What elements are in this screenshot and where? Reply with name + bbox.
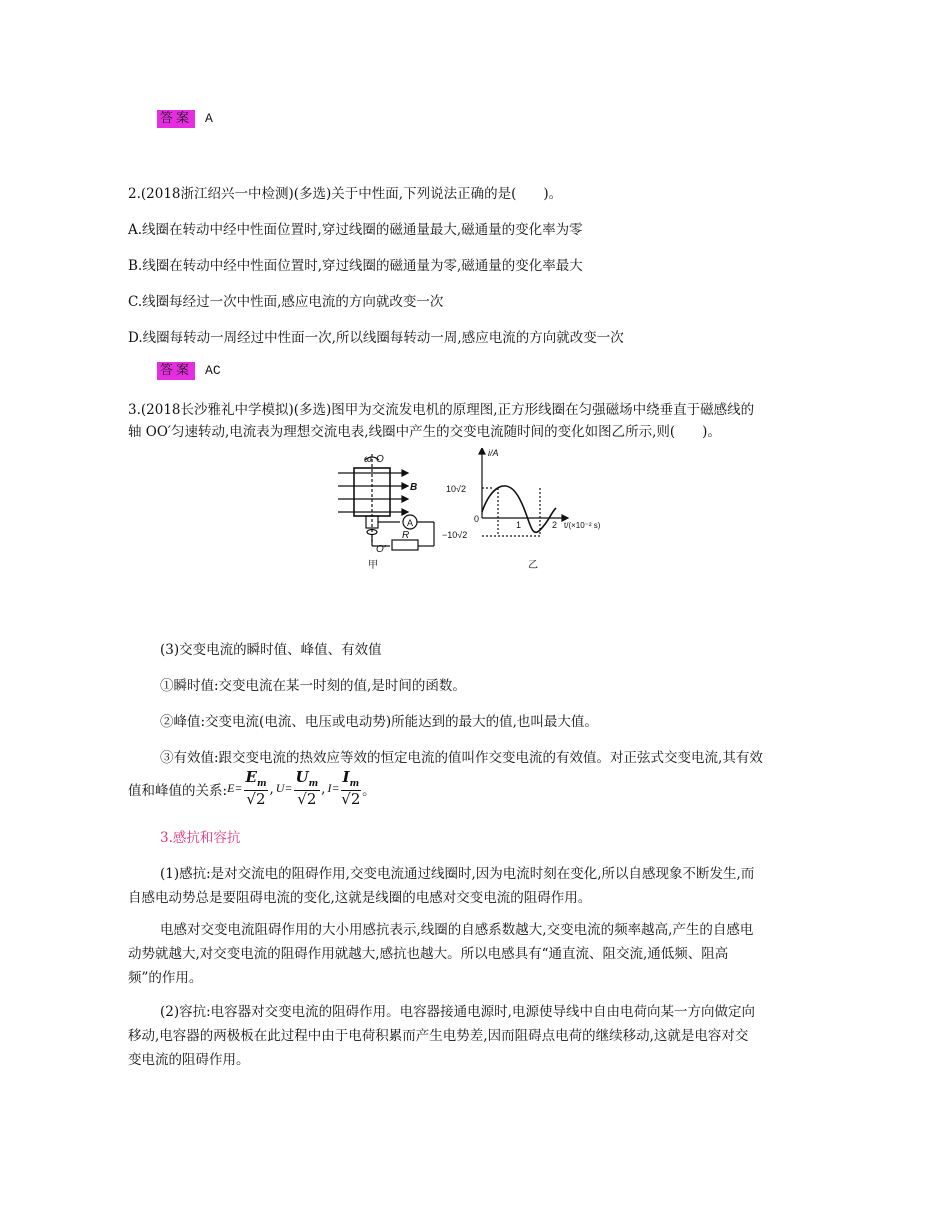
answer-badge: 答案	[157, 110, 195, 128]
x-tick-2: 2	[552, 520, 558, 530]
origin-label: 0	[474, 514, 480, 524]
x-tick-1: 1	[516, 520, 522, 530]
formula-i-fraction	[341, 770, 362, 807]
period: 。	[362, 782, 376, 799]
formula-u-fraction	[294, 770, 321, 807]
u-numerator: U	[295, 768, 309, 786]
inductance-paragraph-line-3: 频”的作用。	[128, 970, 203, 986]
effective-value-line-1: ③有效值:跟交变电流的热效应等效的恒定电流的值叫作交变电流的有效值。对正弦式交变电流,其有效	[160, 750, 763, 766]
inductance-capacitance-heading: 3.感抗和容抗	[160, 830, 241, 846]
generator-diagram	[338, 454, 434, 550]
formula-e-label: E=	[227, 781, 243, 795]
question-3-line-2: 轴 OO′匀速转动,电流表为理想交流电表,线圈中产生的交变电流随时间的变化如图乙所示,则( )。	[128, 424, 721, 440]
omega-label: ω	[364, 454, 372, 465]
answer-value: A	[205, 111, 213, 126]
formula-u-label: U=	[275, 781, 293, 795]
capacitive-reactance-line-2: 移动,电容器的两极板在此过程中由于电荷积累而产生电势差,因而阻碍点电荷的继续移动,这就是电容对交	[128, 1028, 749, 1044]
o-prime-label: O′	[376, 544, 386, 555]
i-subscript: m	[349, 779, 360, 789]
u-denominator: √2	[297, 790, 317, 808]
capacitive-reactance-line-3: 变电流的阻碍作用。	[128, 1052, 250, 1068]
section-3-heading: (3)交变电流的瞬时值、峰值、有效值	[160, 642, 382, 658]
u-subscript: m	[308, 779, 319, 789]
comma: ,	[321, 780, 326, 797]
question-2-option-b: B.线圈在转动中经中性面位置时,穿过线圈的磁通量为零,磁通量的变化率最大	[128, 258, 583, 274]
peak-value-text: ②峰值:交变电流(电流、电压或电动势)所能达到的最大的值,也叫最大值。	[160, 714, 598, 730]
formula-e-fraction	[244, 770, 269, 807]
inductive-reactance-line-2: 自感电动势总是要阻碍电流的变化,这就是线圈的电感对交变电流的阻碍作用。	[128, 890, 592, 906]
comma: ,	[269, 780, 274, 797]
instantaneous-value-text: ①瞬时值:交变电流在某一时刻的值,是时间的函数。	[160, 678, 466, 694]
inductance-paragraph-line-2: 动势就越大,对交变电流的阻碍作用就越大,感抗也越大。所以电感具有“通直流、阻交流,通低频、阻高	[128, 946, 729, 962]
answer-row-1	[157, 110, 213, 128]
i-denominator: √2	[341, 790, 361, 808]
y-min-label: −10√2	[442, 530, 468, 540]
question-2-option-a: A.线圈在转动中经中性面位置时,穿过线圈的磁通量最大,磁通量的变化率为零	[128, 222, 583, 238]
resistor-label: R	[402, 530, 410, 541]
question-3-line-1: 3.(2018长沙雅礼中学模拟)(多选)图甲为交流发电机的原理图,正方形线圈在匀强磁场中绕垂直于磁感线的	[128, 402, 755, 418]
answer-value: AC	[205, 363, 221, 378]
o-label: O	[376, 454, 384, 465]
answer-badge: 答案	[157, 362, 195, 380]
e-numerator: E	[245, 768, 257, 786]
capacitive-reactance-line-1: (2)容抗:电容器对交变电流的阻碍作用。电容器接通电源时,电源使导线中自由电荷向某一方向做定向	[160, 1004, 755, 1020]
effective-value-formula-line	[128, 770, 376, 807]
right-caption: 乙	[528, 560, 538, 571]
inductive-reactance-line-1: (1)感抗:是对交流电的阻碍作用,交变电流通过线圈时,因为电流时刻在变化,所以自感现象不断发生,而	[160, 866, 755, 882]
left-caption: 甲	[368, 560, 378, 571]
x-axis-label: t/(×10⁻² s)	[564, 521, 601, 530]
generator-figure	[330, 448, 620, 576]
question-2-option-c: C.线圈每经过一次中性面,感应电流的方向就改变一次	[128, 294, 444, 310]
ammeter-label: A	[407, 518, 414, 528]
question-2-stem: 2.(2018浙江绍兴一中检测)(多选)关于中性面,下列说法正确的是( )。	[128, 186, 563, 202]
i-numerator: I	[342, 768, 350, 786]
e-denominator: √2	[246, 790, 266, 808]
question-2-option-d: D.线圈每转动一周经过中性面一次,所以线圈每转动一周,感应电流的方向就改变一次	[128, 330, 624, 346]
y-max-label: 10√2	[446, 484, 466, 494]
e-subscript: m	[256, 779, 267, 789]
formula-prefix: 值和峰值的关系:	[128, 782, 228, 799]
answer-row-2	[157, 362, 221, 380]
b-field-label: B	[410, 482, 418, 493]
formula-i-label: I=	[327, 781, 340, 795]
inductance-paragraph-line-1: 电感对交变电流阻碍作用的大小用感抗表示,线圈的自感系数越大,交变电流的频率越高,产生的自感电	[160, 922, 754, 938]
y-axis-label: i/A	[488, 448, 499, 458]
